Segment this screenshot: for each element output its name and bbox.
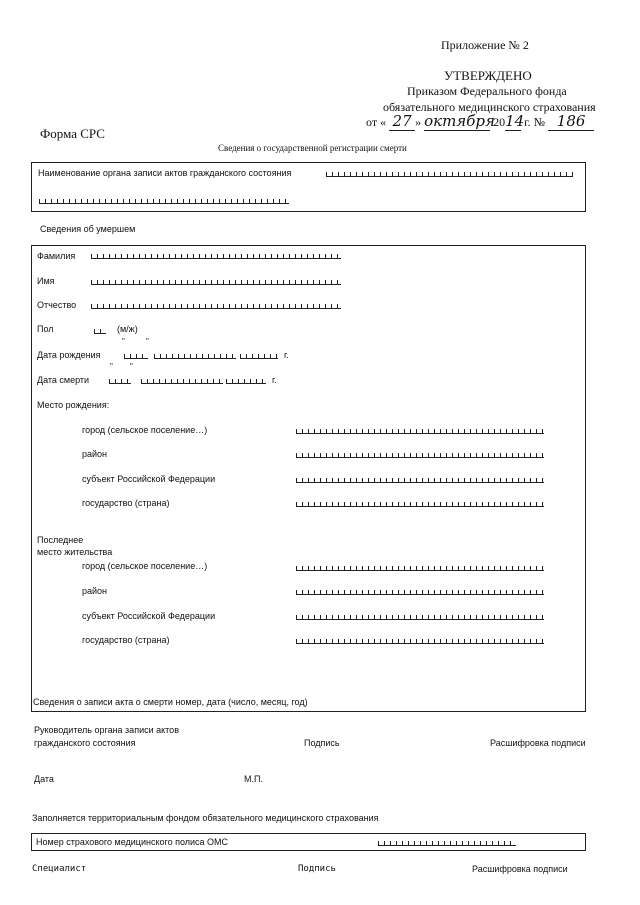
stamp-label: М.П.	[244, 774, 263, 784]
birth-year-suffix: г.	[284, 350, 289, 360]
birthplace-district-field[interactable]	[296, 451, 544, 458]
registry-body-field-1[interactable]	[326, 170, 573, 177]
birth-month-field[interactable]	[154, 352, 236, 359]
registry-body-field-2[interactable]	[39, 197, 289, 204]
name-label: Имя	[37, 276, 55, 286]
birthplace-label: Место рождения:	[37, 400, 110, 410]
surname-field[interactable]	[91, 252, 341, 259]
death-year-suffix: г.	[272, 375, 277, 385]
birthplace-district-label: район	[82, 449, 108, 459]
date-label: Дата	[34, 774, 54, 784]
order-year: 14	[505, 112, 525, 130]
date-mid: »	[415, 115, 422, 129]
residence-subject-field[interactable]	[296, 613, 544, 620]
name-field[interactable]	[91, 278, 341, 285]
birth-year-field[interactable]	[240, 352, 278, 359]
policy-label: Номер страхового медицинского полиса ОМС	[36, 837, 229, 847]
birth-day-field[interactable]	[124, 352, 148, 359]
birthplace-subject-field[interactable]	[296, 476, 544, 483]
fund-note: Заполняется территориальным фондом обязательного медицинского страхования	[32, 813, 379, 823]
sex-label: Пол	[37, 324, 54, 334]
death-date-label: Дата смерти	[37, 375, 90, 385]
birth-quote-1: "	[122, 337, 125, 346]
number-prefix: г. №	[524, 115, 546, 129]
residence-district-field[interactable]	[296, 588, 544, 595]
head-signature-decode-label: Расшифровка подписи	[490, 738, 586, 748]
birth-quote-2: "	[146, 337, 149, 346]
death-year-field[interactable]	[226, 377, 266, 384]
death-quote-1: "	[110, 362, 113, 371]
sex-hint: (м/ж)	[117, 324, 138, 334]
specialist-signature-label: Подпись	[298, 864, 336, 874]
year-prefix: 20	[493, 115, 506, 129]
order-day: 27	[389, 112, 415, 131]
birthplace-country-field[interactable]	[296, 500, 544, 507]
birthplace-subject-label: субъект Российской Федерации	[82, 474, 216, 484]
residence-district-label: район	[82, 586, 108, 596]
sex-field[interactable]	[94, 327, 106, 334]
order-date-line	[366, 112, 594, 131]
death-day-field[interactable]	[109, 377, 131, 384]
patronymic-label: Отчество	[37, 300, 77, 310]
policy-number-field[interactable]	[378, 839, 516, 846]
form-title: Сведения о государственной регистрации смерти	[218, 143, 407, 153]
birthplace-city-field[interactable]	[296, 427, 544, 434]
residence-subject-label: субъект Российской Федерации	[82, 611, 216, 621]
patronymic-field[interactable]	[91, 302, 341, 309]
order-line-2: обязательного медицинского страхования	[383, 100, 596, 114]
head-label-line-1: Руководитель органа записи актов	[34, 725, 179, 735]
death-month-field[interactable]	[141, 377, 223, 384]
head-label-line-2: гражданского состояния	[34, 738, 136, 748]
annex-label: Приложение № 2	[441, 38, 529, 52]
last-residence-label-2: место жительства	[37, 547, 113, 557]
residence-country-label: государство (страна)	[82, 635, 170, 645]
head-signature-label: Подпись	[304, 738, 340, 748]
order-number: 186	[548, 112, 594, 131]
last-residence-label-1: Последнее	[37, 535, 84, 545]
act-record-label: Сведения о записи акта о смерти номер, дата (число, месяц, год)	[33, 697, 308, 707]
birthplace-country-label: государство (страна)	[82, 498, 170, 508]
order-month: октября	[424, 112, 495, 130]
residence-city-label: город (сельское поселение…)	[82, 561, 208, 571]
specialist-signature-decode-label: Расшифровка подписи	[472, 864, 568, 874]
date-prefix: от «	[366, 115, 387, 129]
death-quote-2: "	[130, 362, 133, 371]
approved-label: УТВЕРЖДЕНО	[444, 68, 532, 83]
residence-city-field[interactable]	[296, 564, 544, 571]
specialist-label: Специалист	[32, 864, 87, 874]
birthplace-city-label: город (сельское поселение…)	[82, 425, 208, 435]
surname-label: Фамилия	[37, 251, 76, 261]
order-line-1: Приказом Федерального фонда	[407, 84, 567, 98]
deceased-section-title: Сведения об умершем	[40, 224, 136, 234]
form-code: Форма СРС	[40, 126, 105, 141]
residence-country-field[interactable]	[296, 637, 544, 644]
registry-body-label: Наименование органа записи актов гражданского состояния	[38, 168, 292, 178]
birth-date-label: Дата рождения	[37, 350, 101, 360]
